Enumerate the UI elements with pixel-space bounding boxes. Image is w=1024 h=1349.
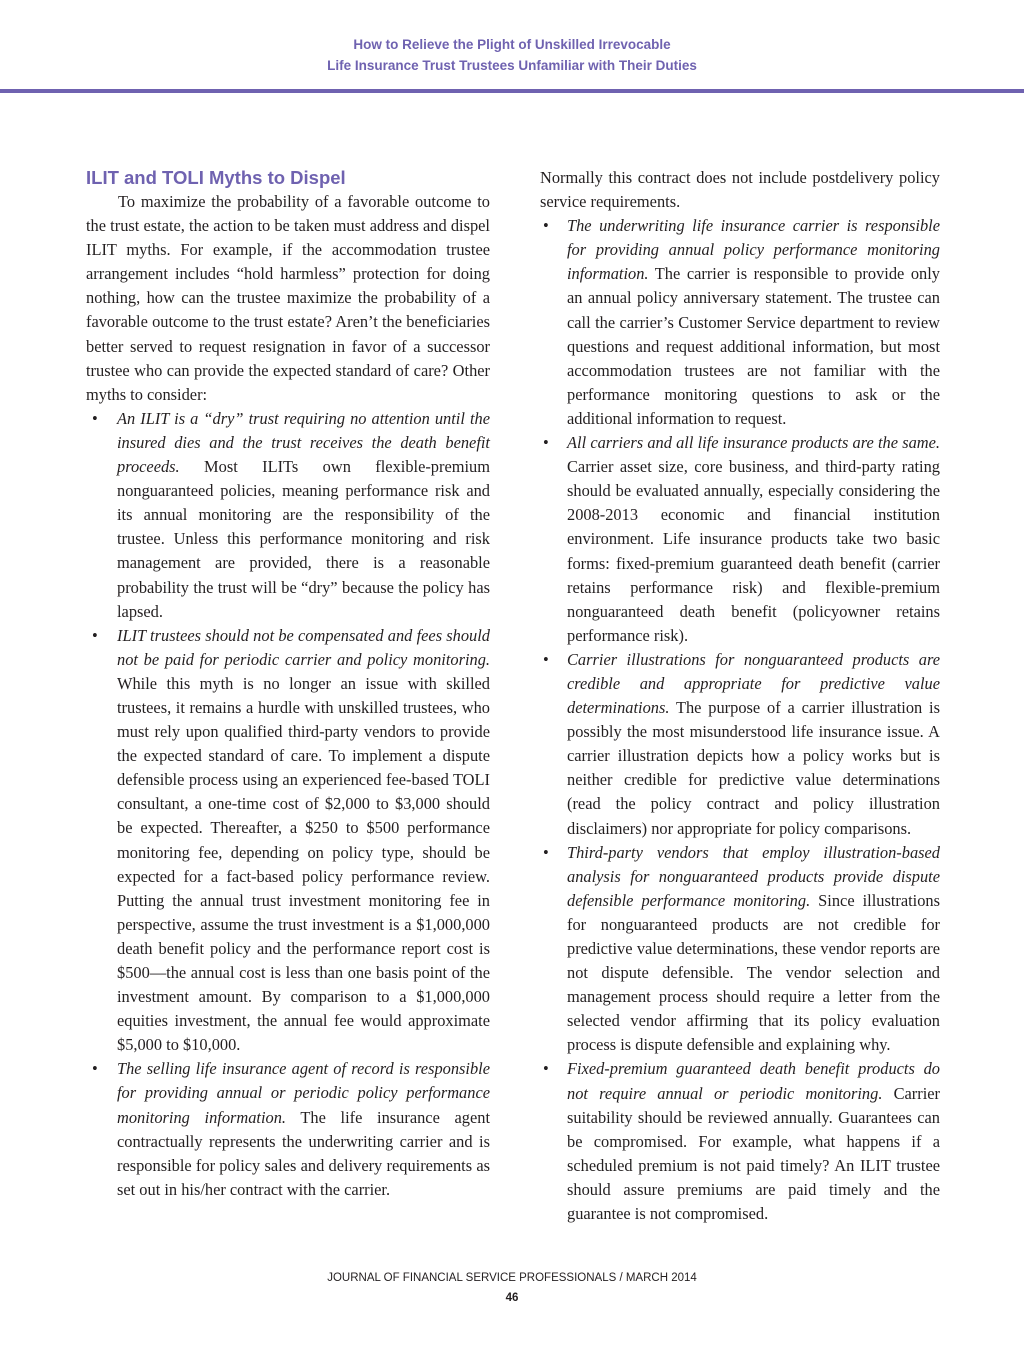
header-rule xyxy=(0,89,1024,93)
page-number: 46 xyxy=(505,1292,519,1304)
myth-explanation: While this myth is no longer an issue with skilled trustees, it remains a hurdle with unskilled trustees, who must rely upon qualified third-party vendors to provide the expected standard of care. To implement a dispute defensible process using an experienced fee-based TOLI consultant, a one-time cost of $2,000 to $3,000 should be expected. Thereafter, a $250 to $500 performance monitoring fee, depending on policy type, should be expected for a fact-based policy performance review. Putting the annual trust investment monitoring fee in perspective, assume the trust investment is a $1,000,000 death benefit policy and the performance report cost is $500—the annual cost is less than one basis point of the investment amount. By comparison to a $1,000,000 equities investment, the annual fee would approximate $5,000 to $10,000. xyxy=(117,673,490,1055)
myth-statement: Third-party vendors that employ illustration-based analysis for nonguaranteed products provide dispute defensible performance monitoring. xyxy=(567,842,940,910)
right-myth-list xyxy=(540,214,940,1226)
page-footer xyxy=(0,1268,1024,1308)
running-header xyxy=(0,34,1024,76)
list-item xyxy=(540,648,940,841)
list-item xyxy=(86,407,490,624)
journal-citation: JOURNAL OF FINANCIAL SERVICE PROFESSIONALS / MARCH 2014 xyxy=(327,1272,697,1284)
myth-statement: Carrier illustrations for nonguaranteed products are credible and appropriate for predictive value determinations. xyxy=(567,649,940,718)
myth-statement: The selling life insurance agent of record is responsible for providing annual or periodic policy performance monitoring information. xyxy=(117,1059,490,1127)
myth-statement: Fixed-premium guaranteed death benefit products do not require annual or periodic monitoring. xyxy=(567,1059,940,1103)
list-item xyxy=(540,214,940,431)
list-item xyxy=(540,841,940,1058)
myth-explanation: Carrier suitability should be reviewed annually. Guarantees can be compromised. For example, what happens if a scheduled premium is not paid timely? An ILIT trustee should assure premiums are paid timely and the guarantee is not compromised. xyxy=(567,1083,940,1224)
intro-paragraph: To maximize the probability of a favorable outcome to the trust estate, the action to be taken must address and dispel ILIT myths. For example, if the accommodation trustee arrangement includes “hold harmless” protection for doing nothing, how can the trustee maximize the probability of a favorable outcome to the trust estate? Aren’t the beneficiaries better served to request resignation in favor of a successor trustee who can provide the expected standard of care? Other myths to consider: xyxy=(86,192,490,404)
myth-statement: ILIT trustees should not be compensated and fees should not be paid for periodic carrier and policy monitoring. xyxy=(117,625,490,669)
myth-statement: All carriers and all life insurance products are the same. xyxy=(567,433,940,453)
myth-explanation: The life insurance agent contractually represents the underwriting carrier and is responsible for policy sales and delivery requirements as set out in his/her contract with the carrier. xyxy=(117,1107,490,1199)
continued-paragraph: Normally this contract does not include postdelivery policy service requirements. xyxy=(540,168,940,212)
list-item xyxy=(86,1057,490,1202)
myth-explanation: Carrier asset size, core business, and third-party rating should be evaluated annually, especially considering the 2008-2013 economic and financial institution environment. Life insurance products take two basic forms: fixed-premium guaranteed death benefit (carrier retains performance risk) and flexible-premium nonguaranteed death benefit (policyowner retains performance risk). xyxy=(567,457,940,645)
myth-explanation: Since illustrations for nonguaranteed products are not credible for predictive value determinations, these vendor reports are not dispute defensible. The vendor selection and management process should require a letter from the selected vendor affirming that its policy evaluation process is dispute defensible and explaining why. xyxy=(567,890,940,1055)
myth-explanation: The purpose of a carrier illustration is possibly the most misunderstood life insurance issue. A carrier illustration depicts how a policy works but is neither credible for predictive value determinations (read the policy contract and policy illustration disclaimers) nor appropriate for policy comparisons. xyxy=(567,698,940,838)
section-heading: ILIT and TOLI Myths to Dispel xyxy=(86,167,346,188)
myth-explanation: The carrier is responsible to provide only an annual policy anniversary statement. The trustee can call the carrier’s Customer Service department to review questions and request additional information, but most accommodation trustees are not familiar with the performance monitoring questions to ask or the additional information to request. xyxy=(567,264,940,428)
header-title-line-1: How to Relieve the Plight of Unskilled Irrevocable xyxy=(353,37,671,52)
list-item xyxy=(540,431,940,648)
myth-explanation: Most ILITs own flexible-premium nonguaranteed policies, meaning performance risk and its annual monitoring are the responsibility of the trustee. Unless this performance monitoring and risk management are provided, there is a reasonable probability the trust will be “dry” because the policy has lapsed. xyxy=(117,457,490,621)
left-column xyxy=(86,166,490,1202)
list-item xyxy=(540,1057,940,1226)
myth-statement: An ILIT is a “dry” trust requiring no attention until the insured dies and the trust receives the death benefit proceeds. xyxy=(117,408,490,477)
left-myth-list xyxy=(86,407,490,1202)
right-column xyxy=(540,166,940,1226)
myth-statement: The underwriting life insurance carrier is responsible for providing annual policy performance monitoring information. xyxy=(567,216,940,284)
list-item xyxy=(86,624,490,1058)
header-title-line-2: Life Insurance Trust Trustees Unfamiliar with Their Duties xyxy=(327,58,697,73)
